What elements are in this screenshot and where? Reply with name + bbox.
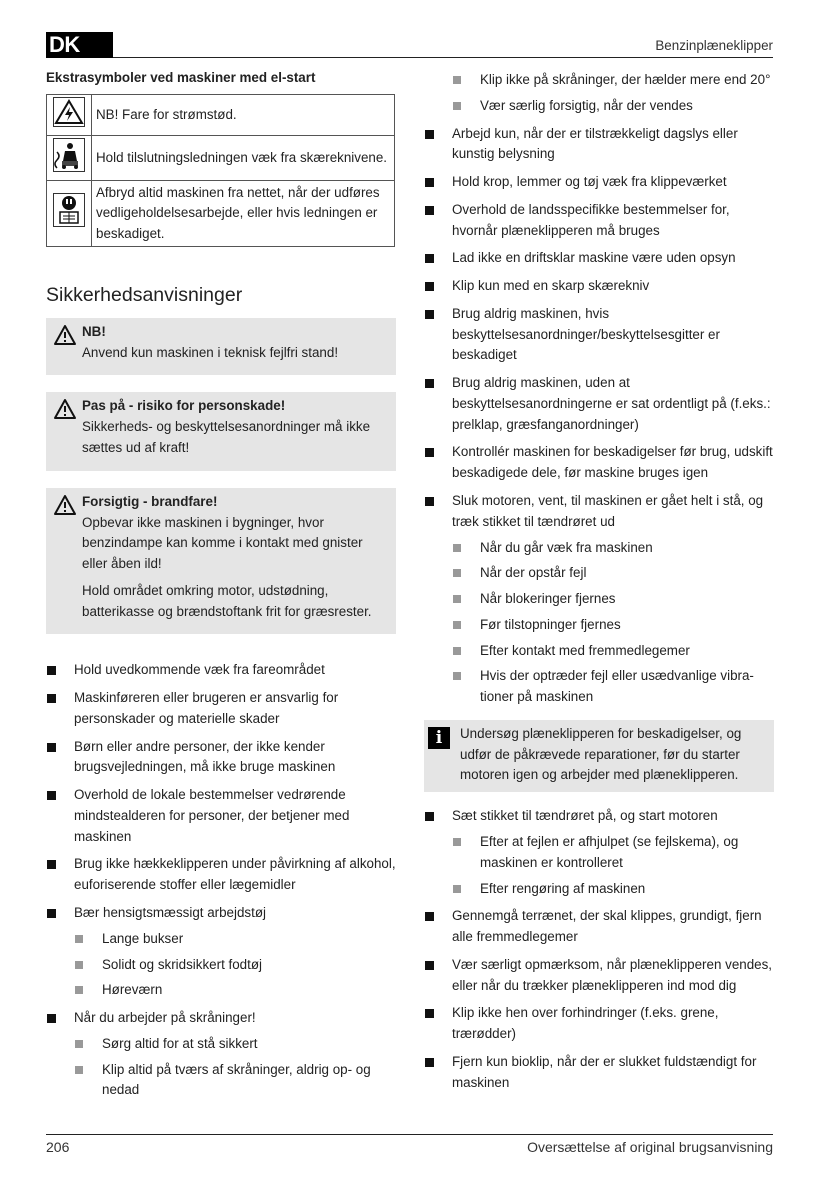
sub-list-item: Klip ikke på skråninger, der hælder mere end 20° (452, 70, 774, 91)
symbol-row (47, 136, 395, 181)
sub-list-item: Efter rengøring af maskinen (452, 879, 774, 900)
list-item (424, 491, 774, 708)
unplug-before-maintenance-icon (53, 193, 85, 227)
list-item: Hold uvedkommende væk fra fareområdet (46, 660, 396, 681)
warning-text: Sikkerheds- og beskyttelsesanordninger må ikke sættes ud af kraft! (82, 419, 371, 455)
list-item-text: Sluk motoren, vent, til maskinen er gået helt i stå, og træk stikket til tændrøret ud (452, 493, 764, 529)
warning-text: Anvend kun maskinen i teknisk fejlfri stand! (82, 344, 339, 360)
sub-list-item: Solidt og skridsikkert fodtøj (74, 955, 396, 976)
warning-triangle-icon (53, 324, 77, 346)
list-item-text: Når du arbejder på skråninger! (74, 1010, 256, 1026)
continued-sub-list (452, 70, 774, 117)
warning-text: Hold området omkring motor, udstødning, batterikasse og brændstoftank frit for græsrester. (82, 582, 372, 619)
warning-box (46, 318, 396, 376)
warning-title: Pas på - risiko for personskade! (82, 398, 286, 414)
sub-list-item: Klip altid på tværs af skråninger, aldrig op- og nedad (74, 1060, 396, 1102)
list-item (46, 903, 396, 1001)
keep-cable-away-icon (53, 138, 85, 172)
warning-triangle-icon (53, 494, 77, 516)
sub-list-item: Hvis der optræder fejl eller usædvanlige vibra- tioner på maskinen (452, 666, 774, 708)
symbol-text: Hold tilslutningsledningen væk fra skæreknivene. (92, 136, 395, 181)
electric-shock-warning-icon (53, 97, 85, 127)
info-icon: i (428, 727, 450, 749)
list-item-text: Bær hensigtsmæssigt arbejdstøj (74, 904, 267, 920)
list-item: Hold krop, lemmer og tøj væk fra klippeværket (424, 172, 774, 193)
symbols-table (46, 94, 395, 247)
left-column (46, 68, 396, 1108)
sub-list (452, 538, 774, 708)
list-item: Arbejd kun, når der er tilstrækkeligt dagslys eller kunstig belysning (424, 124, 774, 166)
sub-list-item: Vær særlig forsigtig, når der vendes (452, 96, 774, 117)
sub-list-item: Sørg altid for at stå sikkert (74, 1034, 396, 1055)
sub-list-item: Når blokeringer fjernes (452, 589, 774, 610)
sub-list-item: Lange bukser (74, 929, 396, 950)
list-item: Brug aldrig maskinen, uden at beskyttelsesanordningerne er sat ordentligt på (f.eks.: prelklap, græsfanganordninger) (424, 373, 774, 435)
list-item: Klip ikke hen over forhindringer (f.eks. grene, trærødder) (424, 1003, 774, 1045)
list-item: Børn eller andre personer, der ikke kender brugsvejledningen, må ikke bruge maskinen (46, 737, 396, 779)
section-title: Sikkerhedsanvisninger (46, 283, 243, 306)
warning-triangle-icon (53, 398, 77, 420)
list-item: Brug aldrig maskinen, hvis beskyttelsesanordninger/beskyttelsesgitter er beskadiget (424, 304, 774, 366)
list-item: Kontrollér maskinen for beskadigelser før brug, udskift beskadigede dele, før maskine bruges igen (424, 442, 774, 484)
safety-list-right-b (424, 806, 774, 1093)
sub-list (74, 1034, 396, 1101)
warning-title: NB! (82, 323, 106, 339)
list-item: Klip kun med en skarp skærekniv (424, 276, 774, 297)
warning-box (46, 392, 396, 470)
symbol-row (47, 181, 395, 246)
sub-list-item: Efter kontakt med fremmedlegemer (452, 641, 774, 662)
page-footer (46, 1134, 773, 1164)
list-item: Overhold de landsspecifikke bestemmelser for, hvornår plæneklipperen må bruges (424, 200, 774, 242)
symbols-heading: Ekstrasymboler ved maskiner med el-start (46, 70, 316, 85)
list-item: Lad ikke en driftsklar maskine være uden opsyn (424, 248, 774, 269)
sub-list-item: Når du går væk fra maskinen (452, 538, 774, 559)
list-item: Vær særligt opmærksom, når plæneklipperen vendes, eller når du trækker plæneklipperen ind mod dig (424, 955, 774, 997)
warning-title: Forsigtig - brandfare! (82, 493, 218, 509)
warning-box (46, 488, 396, 635)
right-column (424, 68, 774, 1100)
sub-list-item: Når der opstår fejl (452, 563, 774, 584)
list-item (46, 1008, 396, 1101)
symbol-text: NB! Fare for strømstød. (92, 95, 395, 136)
sub-list-item: Før tilstopninger fjernes (452, 615, 774, 636)
page-number: 206 (46, 1139, 70, 1155)
list-item-text: Sæt stikket til tændrøret på, og start motoren (452, 808, 718, 824)
language-badge: DK (46, 32, 113, 58)
symbol-text: Afbryd altid maskinen fra nettet, når der udføres vedligeholdelsesarbejde, eller hvis ledningen er beskadiget. (92, 181, 395, 246)
safety-list-right (424, 124, 774, 708)
header-title: Benzinplæneklipper (655, 38, 773, 53)
sub-list-item: Efter at fejlen er afhjulpet (se fejlskema), og maskinen er kontrolleret (452, 832, 774, 874)
sub-list (452, 832, 774, 899)
list-item (424, 806, 774, 899)
symbol-row (47, 95, 395, 136)
sub-list (74, 929, 396, 1001)
list-item: Gennemgå terrænet, der skal klippes, grundigt, fjern alle fremmedlegemer (424, 906, 774, 948)
list-item: Brug ikke hækkeklipperen under påvirkning af alkohol, euforiserende stoffer eller lægemidler (46, 854, 396, 896)
list-item: Fjern kun bioklip, når der er slukket fuldstændigt for maskinen (424, 1052, 774, 1094)
info-text: Undersøg plæneklipperen for beskadigelser, og udfør de påkrævede reparationer, før du starter motoren igen og arbejder med plæneklipperen. (460, 725, 742, 783)
warning-text: Opbevar ikke maskinen i bygninger, hvor benzindampe kan komme i kontakt med gnister eller åben ild! (82, 514, 363, 572)
footer-title: Oversættelse af original brugsanvisning (527, 1139, 773, 1155)
safety-list-left (46, 660, 396, 1101)
sub-list-item: Høreværn (74, 980, 396, 1001)
list-item: Overhold de lokale bestemmelser vedrørende mindstealderen for personer, der betjener med maskinen (46, 785, 396, 847)
list-item: Maskinføreren eller brugeren er ansvarlig for personskader og materielle skader (46, 688, 396, 730)
info-box (424, 720, 774, 792)
page-header (46, 30, 773, 58)
